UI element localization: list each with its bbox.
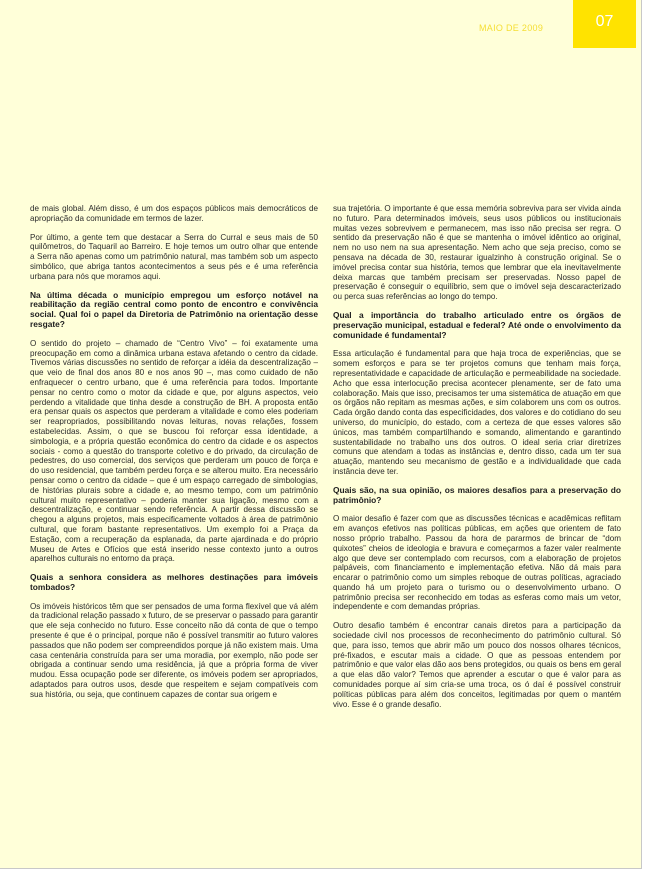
interview-question: Quais a senhora considera as melhores destinações para imóveis tombados?: [30, 572, 318, 592]
paragraph: sua trajetória. O importante é que essa memória sobreviva para ser vivida ainda no futuro. Para determinados imóveis, seus usos públicos ou institucionais muitas vezes sobrevivem e permanecem, mas isso não precisa ser regra. O sentido da preservação não é que se mantenha o imóvel idêntico ao original, nem no uso nem na sua apresentação. Nem acho que seja preciso, como se pensava na década de 30, restaurar igualzinho à construção original. Se o imóvel precisa contar sua história, temos que lembrar que ela inevitavelmente deixa marcas que também precisam ser preservadas. Nosso papel de preservação é conseguir o equilíbrio, sem que o imóvel seja descaracterizado ou perca suas referências ao longo do tempo.: [333, 204, 621, 302]
paragraph: Essa articulação é fundamental para que haja troca de experiências, que se somem esforços e para se ter projetos comuns que tenham mais força, representatividade e capacidade de articulação e permeabilidade na sociedade. Acho que essa interlocução precisa acontecer plenamente, ser de fato uma colaboração. Mais que isso, precisamos ter uma sistemática de atuação em que os órgãos não repitam as mesmas ações, e sim colaborem uns com os outros. Cada órgão dando conta das especificidades, dos valores e do cotidiano do seu universo, do município, do estado, com a certeza de que esses valores são únicos, mas também compartilhando e somando, alimentando e garantindo sustentabilidade no trabalho uns dos outros. O ideal seria criar diretrizes comuns que atendam a todas as instâncias e, dentro disso, cada um ter sua atuação, mantendo seu mecanismo de gestão e a individualidade que cada instância deve ter.: [333, 349, 621, 476]
right-column: [333, 204, 621, 718]
interview-question: Qual a importância do trabalho articulado entre os órgãos de preservação municipal, estadual e federal? Até onde o envolvimento da comunidade é fundamental?: [333, 309, 621, 340]
interview-question: Na última década o município empregou um esforço notável na reabilitação da região central como ponto de encontro e convivência social. Qual foi o papel da Diretoria de Patrimônio na orientação desse resgate?: [30, 289, 318, 329]
paragraph: Por último, a gente tem que destacar a Serra do Curral e seus mais de 50 quilômetros, do Taquaril ao Barreiro. E hoje temos um outro olhar que entende a Serra não apenas como um patrimônio natural, mas também sob um aspecto simbólico, que abriga tantos acontecimentos a seus pés e é uma referência urbana para nós que moramos aqui.: [30, 232, 318, 281]
paragraph: Outro desafio também é encontrar canais diretos para a participação da sociedade civil nos processos de reconhecimento do patrimônio cultural. Só que, para isso, temos que abrir mão um pouco dos nossos olhares técnicos, pré-fixados, e escutar mais a cidade. O que as pessoas entendem por patrimônio e que valor elas dão aos bens protegidos, ou quais os bens em geral a que elas dão valor? Temos que aprender a escutar o que é valor para as comunidades porque aí sim cria-se uma troca, os ó daí é possível construir políticas públicas para além dos conceitos, legitimadas por quem o mantém vivo. Esse é o grande desafio.: [333, 621, 621, 709]
page-number: 07: [595, 13, 614, 30]
paragraph: de mais global. Além disso, é um dos espaços públicos mais democráticos de apropriação da comunidade em termos de lazer.: [30, 204, 318, 223]
paragraph: O maior desafio é fazer com que as discussões técnicas e acadêmicas reflitam em avanços efetivos nas políticas públicas, em ações que orientem de fato nosso próprio trabalho. Passou da hora de pararmos de brincar de “dom quixotes” cheios de ideologia e bravura e começarmos a fazer valer realmente algo que deve ser contemplado com recursos, com a elaboração de projetos palpáveis, com financiamento e implementação efetiva. Não dá mais para encarar o patrimônio como um simples reboque de outras políticas, agraciado quando há um projeto para o turismo ou o desenvolvimento urbano. O patrimônio precisa ser reconhecido em todas as esferas como mais um vetor, independente e com demandas próprias.: [333, 514, 621, 612]
left-column: [30, 204, 318, 709]
page-number-box: [573, 0, 636, 48]
paragraph: O sentido do projeto – chamado de “Centro Vivo” – foi exatamente uma preocupação em como a dinâmica urbana estava afetando o centro da cidade. Tivemos várias discussões no sentido de reforçar a idéia da descentralização – que veio de final dos anos 80 e nos anos 90 –, mas como cuidado de não enfraquecer o centro urbano, que é uma referência para todos. Importante pensar no centro como o motor da cidade e que, por alguns aspectos, veio perdendo a vitalidade que tinha desde a construção de BH. A proposta então era pensar quais os aspectos que perderam a vitalidade e como eles poderiam ser reapropriados, possibilitando novas leituras, novas relações, fossem estabelecidas. Assim, o que se buscou foi reforçar essa identidade, a simbologia, e a própria questão econômica do centro da cidade e os aspectos sociais - como a questão do transporte coletivo e do privado, da circulação de pedestres, do uso comercial, dos serviços que perderam um pouco de força e do uso residencial, que também perdeu força e se alterou muito. Era necessário pensar como o centro da cidade – que é um espaço carregado de simbologias, de histórias plurais sobre a cidade e, ao mesmo tempo, com um patrimônio cultural muito representativo – poderia manter sua ligação, mesmo com a descentralização, e continuar sendo referência. A partir dessa discussão se chegou a alguns projetos, mais especificamente voltados à área de patrimônio cultural, que foram bastante representativos. Um exemplo foi a Praça da Estação, com a recuperação da esplanada, da parte ajardinada e do próprio Museu de Artes e Ofícios que está inserido nesse contexto junto a outros aparelhos culturais no entorno da praça.: [30, 338, 318, 564]
interview-question: Quais são, na sua opinião, os maiores desafios para a preservação do patrimônio?: [333, 484, 621, 505]
issue-date: MAIO DE 2009: [479, 23, 544, 33]
paragraph: Os imóveis históricos têm que ser pensados de uma forma flexível que vá além da tradicional relação passado x futuro, de se preservar o passado para garantir que ele seja conhecido no futuro. Esse conceito não dá conta de que o tempo presente é que é o principal, porque não é possível transmitir ao futuro valores passados que não podem ser compreendidos porque já não existem mais. Uma casa centenária construída para ser uma moradia, por exemplo, não pode ser obrigada a continuar sendo uma residência, já que a própria forma de viver mudou. Essa ocupação pode ser diferente, os imóveis podem ser apropriados, adaptados para outros usos, desde que respeitem e sejam compatíveis com sua história, ou seja, que continuem capazes de contar sua origem e: [30, 601, 318, 699]
